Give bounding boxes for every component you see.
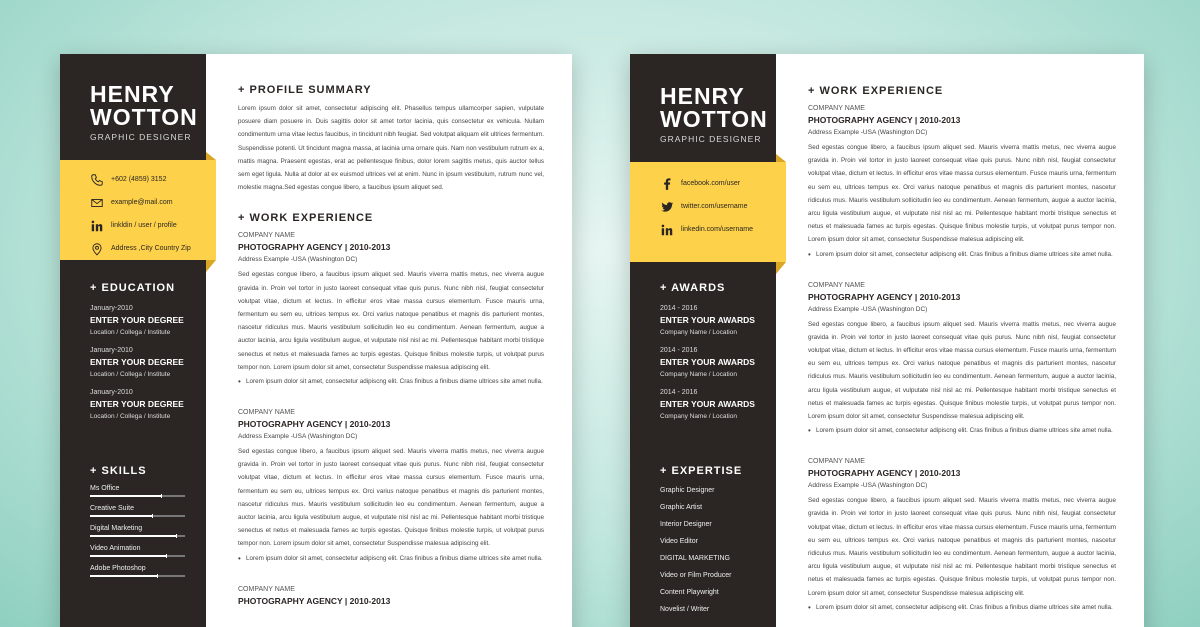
award-location: Company Name / Location (660, 329, 737, 336)
contact-text: +602 (4859) 3152 (111, 176, 167, 183)
job-entry (238, 586, 544, 606)
award-title: ENTER YOUR AWARDS (660, 399, 755, 409)
social-text: facebook.com/user (681, 180, 741, 187)
skill-item (60, 565, 206, 577)
skill-fill (90, 515, 152, 517)
skill-fill (90, 535, 176, 537)
skill-bar (90, 535, 185, 537)
expertise-item: Video or Film Producer (660, 572, 732, 579)
award-location: Company Name / Location (660, 371, 737, 378)
contact-row (90, 191, 216, 214)
skill-name: Creative Suite (90, 505, 134, 512)
skill-bar (90, 575, 185, 577)
skill-knob (157, 574, 158, 578)
location-icon (90, 242, 104, 256)
skill-knob (166, 554, 167, 558)
job-address: Address Example -USA (Washington DC) (808, 305, 928, 313)
job-bullet: • Lorem ipsum dolor sit amet, consectetur adipiscng elit. Cras finibus a finibus diame ultrices site amet nulla. (238, 555, 544, 562)
award-item (630, 389, 776, 420)
expertise-item: Novelist / Writer (660, 606, 710, 613)
job-entry (238, 232, 544, 385)
job-bullet: • Lorem ipsum dolor sit amet, consectetur adipiscng elit. Cras finibus a finibus diame ultrices site amet nulla. (238, 378, 544, 385)
education-date: January-2010 (90, 347, 133, 354)
contact-text: linkldin / user / profile (111, 222, 177, 229)
education-item (60, 305, 206, 336)
education-item (60, 389, 206, 420)
social-box (630, 162, 786, 262)
skill-bar (90, 495, 185, 497)
education-location: Location / Collega / Institute (90, 413, 171, 420)
skill-name: Video Animation (90, 545, 141, 552)
education-item (60, 347, 206, 378)
job-description: Sed egestas congue libero, a faucibus ipsum aliquet sed. Mauris viverra mattis metus, nec viverra augue gravida in. Proin vel tortor in justo laoreet consequat vitae quis purus. Nunc nibh nisl, feugiat consectetur volutpat vitae, dictum et lectus. In efficitur eros vitae massa cursus elementum. Fusce mauris urna, fermentum eu sem eu, ultrices tempus ex. Orci varius natoque penatibus et magnis dis parturient montes, nascetur ridiculus mus. Mauris vestibulum sollicitudin leo eu condimentum. Aenean fermentum, augue a auctor lacinia, arcu ligula vestibulum augue, et vulputate nisl nisl ac mi. Pellentesque habitant morbi tristique senectus et netus et malesuada fames ac turpis egestas. Quisque finibus molestie turpis, ut volutpat purus tempor non. Lorem ipsum dolor sit amet, consectetur Suspendisse malesua adipiscing elit. (238, 448, 544, 548)
job-bullet: • Lorem ipsum dolor sit amet, consectetur adipiscng elit. Cras finibus a finibus diame ultrices site amet nulla. (808, 427, 1116, 434)
job-entry (808, 458, 1116, 611)
job-entry (808, 105, 1116, 258)
skills-heading: + SKILLS (90, 465, 147, 477)
facebook-icon (660, 177, 674, 191)
award-date: 2014 - 2016 (660, 305, 698, 312)
profile-heading: + PROFILE SUMMARY (238, 84, 372, 96)
social-row (660, 195, 786, 218)
linkedin-icon (660, 223, 674, 237)
award-date: 2014 - 2016 (660, 389, 698, 396)
expertise-heading: + EXPERTISE (660, 465, 743, 477)
job-address: Address Example -USA (Washington DC) (238, 256, 358, 264)
job-description: Sed egestas congue libero, a faucibus ipsum aliquet sed. Mauris viverra mattis metus, nec viverra augue gravida in. Proin vel tortor in justo laoreet consequat vitae quis purus. Nunc nibh nisl, feugiat consectetur volutpat vitae, dictum et lectus. In efficitur eros vitae massa cursus elementum. Fusce mauris urna, fermentum eu sem eu, ultrices tempus ex. Orci varius natoque penatibus et magnis dis parturient montes, nascetur ridiculus mus. Mauris vestibulum sollicitudin leo eu condimentum. Aenean fermentum, augue a auctor lacinia, arcu ligula vestibulum augue, et vulputate nisl nisl ac mi. Pellentesque habitant morbi tristique senectus et netus et malesuada fames ac turpis egestas. Quisque finibus molestie turpis, ut volutpat purus tempor non. Lorem ipsum dolor sit amet, consectetur Suspendisse malesua adipiscing elit. (238, 271, 544, 371)
education-title: ENTER YOUR DEGREE (90, 357, 184, 367)
name: HENRY WOTTON (90, 81, 198, 130)
contact-row (90, 237, 216, 260)
job-title: PHOTOGRAPHY AGENCY | 2010-2013 (808, 291, 961, 302)
education-date: January-2010 (90, 389, 133, 396)
social-text: linkedin.com/username (681, 226, 753, 233)
job-bullet: • Lorem ipsum dolor sit amet, consectetur adipiscng elit. Cras finibus a finibus diame ultrices site amet nulla. (808, 251, 1116, 258)
education-date: January-2010 (90, 305, 133, 312)
email-icon (90, 196, 104, 210)
expertise-item: Interior Designer (660, 521, 712, 528)
job-bullet: • Lorem ipsum dolor sit amet, consectetur adipiscng elit. Cras finibus a finibus diame ultrices site amet nulla. (808, 604, 1116, 611)
skill-item (60, 505, 206, 517)
job-title: PHOTOGRAPHY AGENCY | 2010-2013 (238, 595, 391, 606)
job-entry (808, 282, 1116, 435)
award-title: ENTER YOUR AWARDS (660, 315, 755, 325)
role: GRAPHIC DESIGNER (660, 134, 762, 144)
job-address: Address Example -USA (Washington DC) (808, 129, 928, 136)
contact-text: example@mail.com (111, 199, 173, 206)
expertise-item: Content Playwright (660, 589, 719, 596)
resume-page-left (60, 54, 572, 627)
work-heading: + WORK EXPERIENCE (238, 212, 374, 225)
job-address: Address Example -USA (Washington DC) (808, 482, 928, 490)
work-heading: + WORK EXPERIENCE (808, 85, 944, 97)
skill-bar (90, 555, 185, 557)
main-content (206, 54, 572, 627)
skill-name: Digital Marketing (90, 525, 143, 532)
award-location: Company Name / Location (660, 413, 737, 420)
contact-row (90, 214, 216, 237)
skill-fill (90, 495, 161, 497)
job-title: PHOTOGRAPHY AGENCY | 2010-2013 (808, 468, 961, 479)
job-description: Sed egestas congue libero, a faucibus ipsum aliquet sed. Mauris viverra mattis metus, nec viverra augue gravida in. Proin vel tortor in justo laoreet consequat vitae quis purus. Nunc nibh nisl, feugiat consectetur volutpat vitae, dictum et lectus. In efficitur eros vitae massa cursus elementum. Fusce mauris urna, fermentum eu sem eu, ultrices tempus ex. Orci varius natoque penatibus et magnis dis parturient montes, nascetur ridiculus mus. Mauris vestibulum sollicitudin leo eu condimentum. Aenean fermentum, augue a auctor lacinia, arcu ligula vestibulum augue, et vulputate nisl nisl ac mi. Pellentesque habitant morbi tristique senectus et netus et malesuada fames ac turpis egestas. Quisque finibus molestie turpis, ut volutpat purus tempor non. Lorem ipsum dolor sit amet, consectetur Suspendisse malesua adipiscing elit. (808, 144, 1116, 244)
expertise-section (630, 465, 776, 613)
skill-name: Ms Office (90, 485, 120, 492)
education-title: ENTER YOUR DEGREE (90, 315, 184, 325)
awards-section (630, 282, 776, 420)
company-name: COMPANY NAME (808, 281, 865, 289)
company-name: COMPANY NAME (238, 585, 295, 593)
education-location: Location / Collega / Institute (90, 329, 171, 336)
education-section (60, 282, 206, 420)
expertise-item: Graphic Designer (660, 487, 715, 494)
phone-icon (90, 173, 104, 187)
skills-section (60, 465, 206, 577)
sidebar (630, 54, 776, 627)
skill-item (60, 525, 206, 537)
skill-fill (90, 555, 166, 557)
job-address: Address Example -USA (Washington DC) (238, 433, 358, 441)
skill-name: Adobe Photoshop (90, 565, 146, 572)
company-name: COMPANY NAME (808, 458, 865, 466)
profile-text: Lorem ipsum dolor sit amet, consectetur adipiscing elit. Phasellus tempus ullamcorper sapien, vulputate posuere diam posuere in. Duis sagittis dolor sit amet tortor lacinia, quis consectetur ex vehicula. Nullam condimentum urna vitae lectus faucibus, in tincidunt nibh feugiat. Sed volutpat aliquam elit ultrices fermentum. Suspendisse potenti. Ut tincidunt magna massa, at lacinia urna ornare quis. Nam non vestibulum rutrum ex a, mattis magna. Praesent egestas, erat ac pellentesque finibus, dolor lorem sagittis metus, quis auctor tellus sem eget ligula. Nulla at dolor at ex euismod ultrices vel at enim. Nunc in ipsum vestibulum, rutrum nunc vel, molestie magna.Sed egestas congue libero, a faucibus ipsum aliquet sed. (238, 105, 544, 192)
company-name: COMPANY NAME (808, 105, 865, 112)
expertise-item: Graphic Artist (660, 504, 703, 511)
main-content (776, 54, 1144, 627)
name: HENRY WOTTON (660, 83, 768, 132)
resume-page-right (630, 54, 1144, 627)
role: GRAPHIC DESIGNER (90, 132, 192, 142)
contact-text: Address ,City Country Zip (111, 245, 191, 252)
education-title: ENTER YOUR DEGREE (90, 399, 184, 409)
job-title: PHOTOGRAPHY AGENCY | 2010-2013 (808, 115, 961, 125)
education-location: Location / Collega / Institute (90, 371, 171, 378)
skill-fill (90, 575, 157, 577)
company-name: COMPANY NAME (238, 232, 295, 240)
twitter-icon (660, 200, 674, 214)
contact-row (90, 168, 216, 191)
skill-item (60, 545, 206, 557)
award-item (630, 305, 776, 336)
social-row (660, 172, 786, 195)
company-name: COMPANY NAME (238, 409, 295, 417)
skill-knob (176, 534, 177, 538)
job-description: Sed egestas congue libero, a faucibus ipsum aliquet sed. Mauris viverra mattis metus, nec viverra augue gravida in. Proin vel tortor in justo laoreet consequat vitae quis purus. Nunc nibh nisl, feugiat consectetur volutpat vitae, dictum et lectus. In efficitur eros vitae massa cursus elementum. Fusce mauris urna, fermentum eu sem eu, ultrices tempus ex. Orci varius natoque penatibus et magnis dis parturient montes, nascetur ridiculus mus. Mauris vestibulum sollicitudin leo eu condimentum. Aenean fermentum, augue a auctor lacinia, arcu ligula vestibulum augue, et vulputate nisl nisl ac mi. Pellentesque habitant morbi tristique senectus et netus et malesuada fames ac turpis egestas. Quisque finibus molestie turpis, ut volutpat purus tempor non. Lorem ipsum dolor sit amet, consectetur Suspendisse malesua adipiscing elit. (808, 497, 1116, 597)
contact-box (60, 160, 216, 260)
sidebar (60, 54, 206, 627)
social-row (660, 218, 786, 241)
award-date: 2014 - 2016 (660, 347, 698, 354)
education-heading: + EDUCATION (90, 282, 176, 294)
social-text: twitter.com/username (681, 203, 748, 210)
job-description: Sed egestas congue libero, a faucibus ipsum aliquet sed. Mauris viverra mattis metus, nec viverra augue gravida in. Proin vel tortor in justo laoreet consequat vitae quis purus. Nunc nibh nisl, feugiat consectetur volutpat vitae, dictum et lectus. In efficitur eros vitae massa cursus elementum. Fusce mauris urna, fermentum eu sem eu, ultrices tempus ex. Orci varius natoque penatibus et magnis dis parturient montes, nascetur ridiculus mus. Mauris vestibulum sollicitudin leo eu condimentum. Aenean fermentum, augue a auctor lacinia, arcu ligula vestibulum augue, et vulputate nisl nisl ac mi. Pellentesque habitant morbi tristique senectus et netus et malesuada fames ac turpis egestas. Quisque finibus molestie turpis, ut volutpat purus tempor non. Lorem ipsum dolor sit amet, consectetur Suspendisse malesua adipiscing elit. (808, 320, 1116, 421)
expertise-item: DIGITAL MARKETING (660, 555, 731, 562)
award-title: ENTER YOUR AWARDS (660, 357, 755, 367)
award-item (630, 347, 776, 378)
awards-heading: + AWARDS (660, 282, 726, 294)
skill-knob (152, 514, 153, 518)
skill-bar (90, 515, 185, 517)
expertise-item: Video Editor (660, 538, 699, 545)
job-title: PHOTOGRAPHY AGENCY | 2010-2013 (238, 419, 391, 430)
job-title: PHOTOGRAPHY AGENCY | 2010-2013 (238, 242, 391, 253)
skill-knob (161, 494, 162, 498)
linkedin-icon (90, 219, 104, 233)
job-entry (238, 409, 544, 562)
skill-item (60, 485, 206, 497)
